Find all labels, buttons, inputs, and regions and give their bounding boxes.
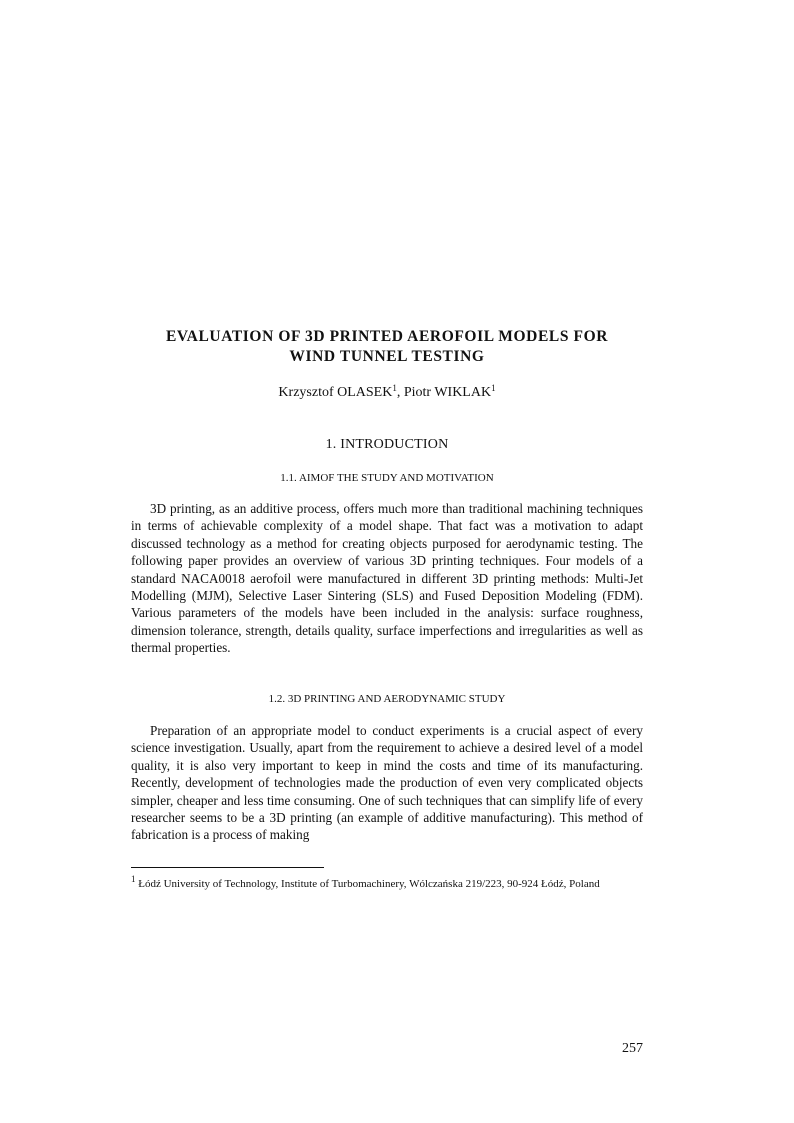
section-heading-introduction: 1. INTRODUCTION [325,437,449,452]
subsection-heading-aim: 1.1. AIMOF THE STUDY AND MOTIVATION [280,472,494,484]
author-name: Piotr WIKLAK [403,385,492,400]
affiliation-mark: 1 [491,383,496,393]
footnote [131,876,643,892]
page-number: 257 [622,1041,643,1056]
body-paragraph: Preparation of an appropriate model to conduct experiments is a crucial aspect of every science investigation. Usually, apart from the requirement to achieve a desired level of a model quality, it is also very important to keep in mind the costs and time of its manufacturing. Recently, development of technologies made the production of even very complicated objects simpler, cheaper and less time consuming. One of such techniques that can simplify life of every researcher seems to be a 3D printing (an example of additive manufacturing). This method of fabrication is a process of making [131,723,643,843]
body-paragraph: 3D printing, as an additive process, offers much more than traditional machining techniques in terms of achievable complexity of a model shape. That fact was a motivation to adapt discussed technology as a method for creating objects purposed for aerodynamic testing. The following paper provides an overview of various 3D printing techniques. Four models of a standard NACA0018 aerofoil were manufactured in different 3D printing methods: Multi-Jet Modelling (MJM), Selective Laser Sintering (SLS) and Fused Deposition Modeling (FDM). Various parameters of the models have been included in the analysis: surface roughness, dimension tolerance, strength, details quality, surface imperfections and irregularities as well as thermal properties. [131,501,643,656]
paper-title [131,327,643,367]
author-name: Krzysztof OLASEK [278,385,393,400]
subsection-heading-3d-printing: 1.2. 3D PRINTING AND AERODYNAMIC STUDY [268,693,506,705]
author-separator: , [396,385,404,400]
affiliation-mark: 1 [392,383,397,393]
paper-title-line-1: EVALUATION OF 3D PRINTED AEROFOIL MODELS FOR [165,328,609,345]
paper-title-line-2: WIND TUNNEL TESTING [289,348,485,365]
footnote-separator [131,867,324,868]
footnote-text: Łódź University of Technology, Institute of Turbomachinery, Wólczańska 219/223, 90-924 Łódź, Poland [138,878,600,890]
author-list [131,384,643,402]
footnote-mark: 1 [131,874,136,884]
